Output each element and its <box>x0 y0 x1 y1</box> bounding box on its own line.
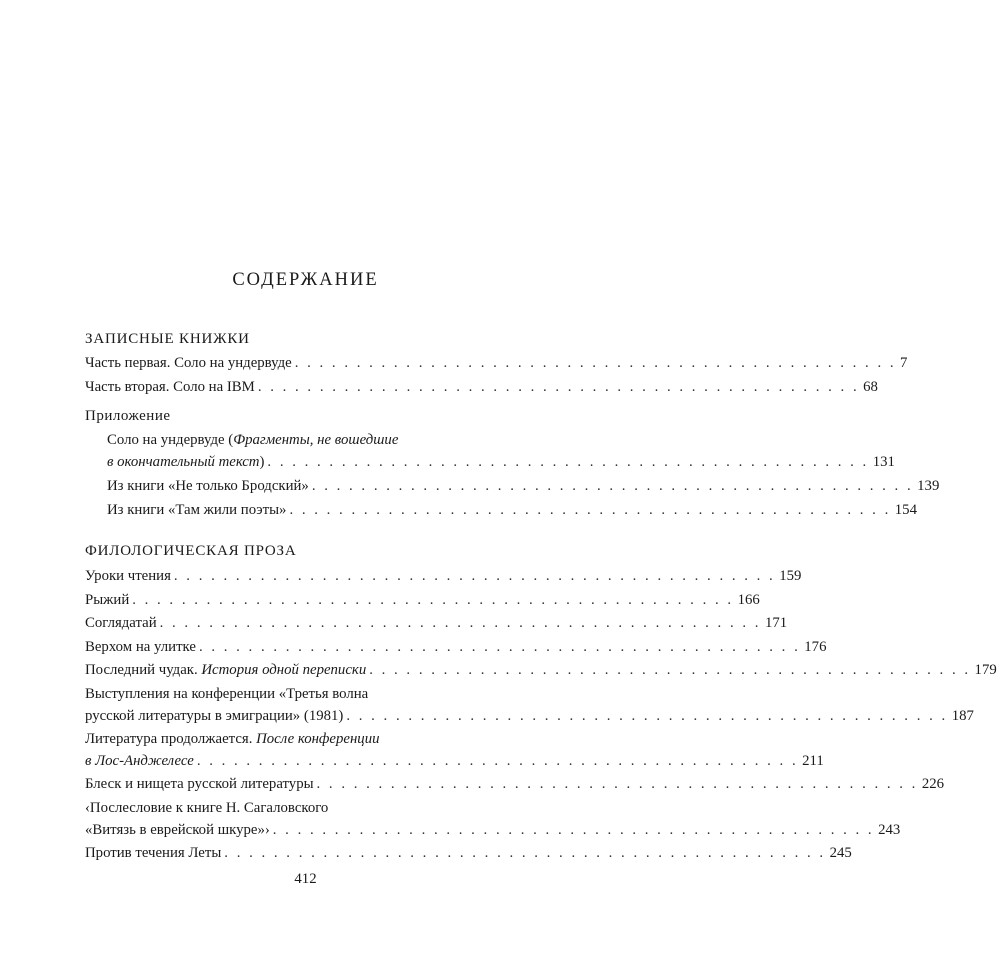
dot-leader: . . . . . . . . . . . . . . . . . . . . . . . . . . . . . . . . . . . . . . . . . . . . . . . . . <box>198 639 801 655</box>
toc-entry <box>107 429 895 473</box>
entry-title: Рыжий <box>85 592 130 608</box>
entry-page: 159 <box>779 568 802 584</box>
entry-title-part: Выступления на конференции «Третья волна <box>85 686 369 702</box>
dot-leader: . . . . . . . . . . . . . . . . . . . . . . . . . . . . . . . . . . . . . . . . . . . . . . . . . <box>267 454 869 470</box>
entry-page: 154 <box>894 502 917 518</box>
page-number: 412 <box>294 871 317 887</box>
entry-title: Из книги «Там жили поэты» <box>107 502 287 518</box>
entry-title: Соглядатай <box>85 615 157 631</box>
entry-page: 139 <box>917 478 940 494</box>
entry-page: 187 <box>951 708 974 724</box>
dot-leader: . . . . . . . . . . . . . . . . . . . . . . . . . . . . . . . . . . . . . . . . . . . . . . . . . <box>196 753 799 769</box>
toc-entry <box>107 475 940 497</box>
dot-leader: . . . . . . . . . . . . . . . . . . . . . . . . . . . . . . . . . . . . . . . . . . . . . . . . . <box>132 592 734 608</box>
section-heading: ЗАПИСНЫЕ КНИЖКИ <box>85 331 250 347</box>
dot-leader: . . . . . . . . . . . . . . . . . . . . . . . . . . . . . . . . . . . . . . . . . . . . . . . . . <box>316 776 918 792</box>
toc-entry <box>85 589 760 611</box>
entry-title: Против течения Леты <box>85 845 222 861</box>
entry-title: Из книги «Не только Бродский» <box>107 478 309 494</box>
dot-leader: . . . . . . . . . . . . . . . . . . . . . . . . . . . . . . . . . . . . . . . . . . . . . . . . . <box>224 845 826 861</box>
entry-title-italic: в Лос-Анджелесе <box>85 753 194 769</box>
entry-title: Верхом на улитке <box>85 639 196 655</box>
toc-entry <box>85 612 788 634</box>
toc-entry <box>107 499 917 521</box>
dot-leader: . . . . . . . . . . . . . . . . . . . . . . . . . . . . . . . . . . . . . . . . . . . . . . . . . <box>173 568 776 584</box>
entry-title-part: Литература продолжается. <box>85 731 253 747</box>
toc-entry <box>85 728 824 772</box>
entry-page: 211 <box>802 753 824 769</box>
dot-leader: . . . . . . . . . . . . . . . . . . . . . . . . . . . . . . . . . . . . . . . . . . . . . . . . . <box>346 708 948 724</box>
entry-page: 171 <box>764 615 788 631</box>
subsection-heading: Приложение <box>85 408 171 424</box>
dot-leader: . . . . . . . . . . . . . . . . . . . . . . . . . . . . . . . . . . . . . . . . . . . . . . . . . <box>369 662 971 678</box>
entry-page: 245 <box>829 845 852 861</box>
entry-title-part: Последний чудак. <box>85 662 198 678</box>
entry-title-part: русской литературы в эмиграции» (1981) <box>85 708 344 724</box>
entry-page: 68 <box>863 379 878 395</box>
entry-page: 176 <box>804 639 827 655</box>
entry-page: 243 <box>878 822 901 838</box>
toc-entry <box>85 659 997 681</box>
toc-entry <box>85 797 901 841</box>
entry-title-italic: История одной переписки <box>201 662 367 678</box>
entry-title-italic: После конференции <box>256 731 380 747</box>
toc-entry <box>85 773 945 795</box>
entry-title: Часть вторая. Соло на IBM <box>85 379 255 395</box>
entry-page: 179 <box>974 662 997 678</box>
entry-page: 131 <box>872 454 895 470</box>
toc-entry <box>85 636 827 658</box>
entry-title-part: Соло на ундервуде ( <box>107 432 234 448</box>
entry-title-italic: Фрагменты, не вошедшие <box>233 432 399 448</box>
entry-title-italic: в окончательный текст <box>107 454 260 470</box>
toc-entry <box>85 683 974 727</box>
dot-leader: . . . . . . . . . . . . . . . . . . . . . . . . . . . . . . . . . . . . . . . . . . . . . . . . . <box>272 822 875 838</box>
entry-title-part: ‹Послесловие к книге Н. Сагаловского <box>85 800 329 816</box>
toc-entry <box>85 565 802 587</box>
entry-title: Блеск и нищета русской литературы <box>85 776 314 792</box>
dot-leader: . . . . . . . . . . . . . . . . . . . . . . . . . . . . . . . . . . . . . . . . . . . . . . . . . <box>257 379 860 395</box>
dot-leader: . . . . . . . . . . . . . . . . . . . . . . . . . . . . . . . . . . . . . . . . . . . . . . . . . <box>289 502 891 518</box>
dot-leader: . . . . . . . . . . . . . . . . . . . . . . . . . . . . . . . . . . . . . . . . . . . . . . . . . <box>159 615 761 631</box>
toc-entry <box>85 352 908 374</box>
entry-page: 7 <box>900 355 908 371</box>
dot-leader: . . . . . . . . . . . . . . . . . . . . . . . . . . . . . . . . . . . . . . . . . . . . . . . . . <box>294 355 897 371</box>
toc-entry <box>85 376 878 398</box>
section-heading: ФИЛОЛОГИЧЕСКАЯ ПРОЗА <box>85 543 297 559</box>
entry-title: Уроки чтения <box>85 568 171 584</box>
page-title: СОДЕРЖАНИЕ <box>232 270 379 290</box>
entry-title-part: ) <box>259 454 265 470</box>
entry-title: Часть первая. Соло на ундервуде <box>85 355 292 371</box>
dot-leader: . . . . . . . . . . . . . . . . . . . . . . . . . . . . . . . . . . . . . . . . . . . . . . . . . <box>311 478 914 494</box>
entry-page: 166 <box>737 592 760 608</box>
entry-title-part: «Витязь в еврейской шкуре»› <box>85 822 270 838</box>
entry-page: 226 <box>921 776 945 792</box>
toc-entry <box>85 842 852 864</box>
